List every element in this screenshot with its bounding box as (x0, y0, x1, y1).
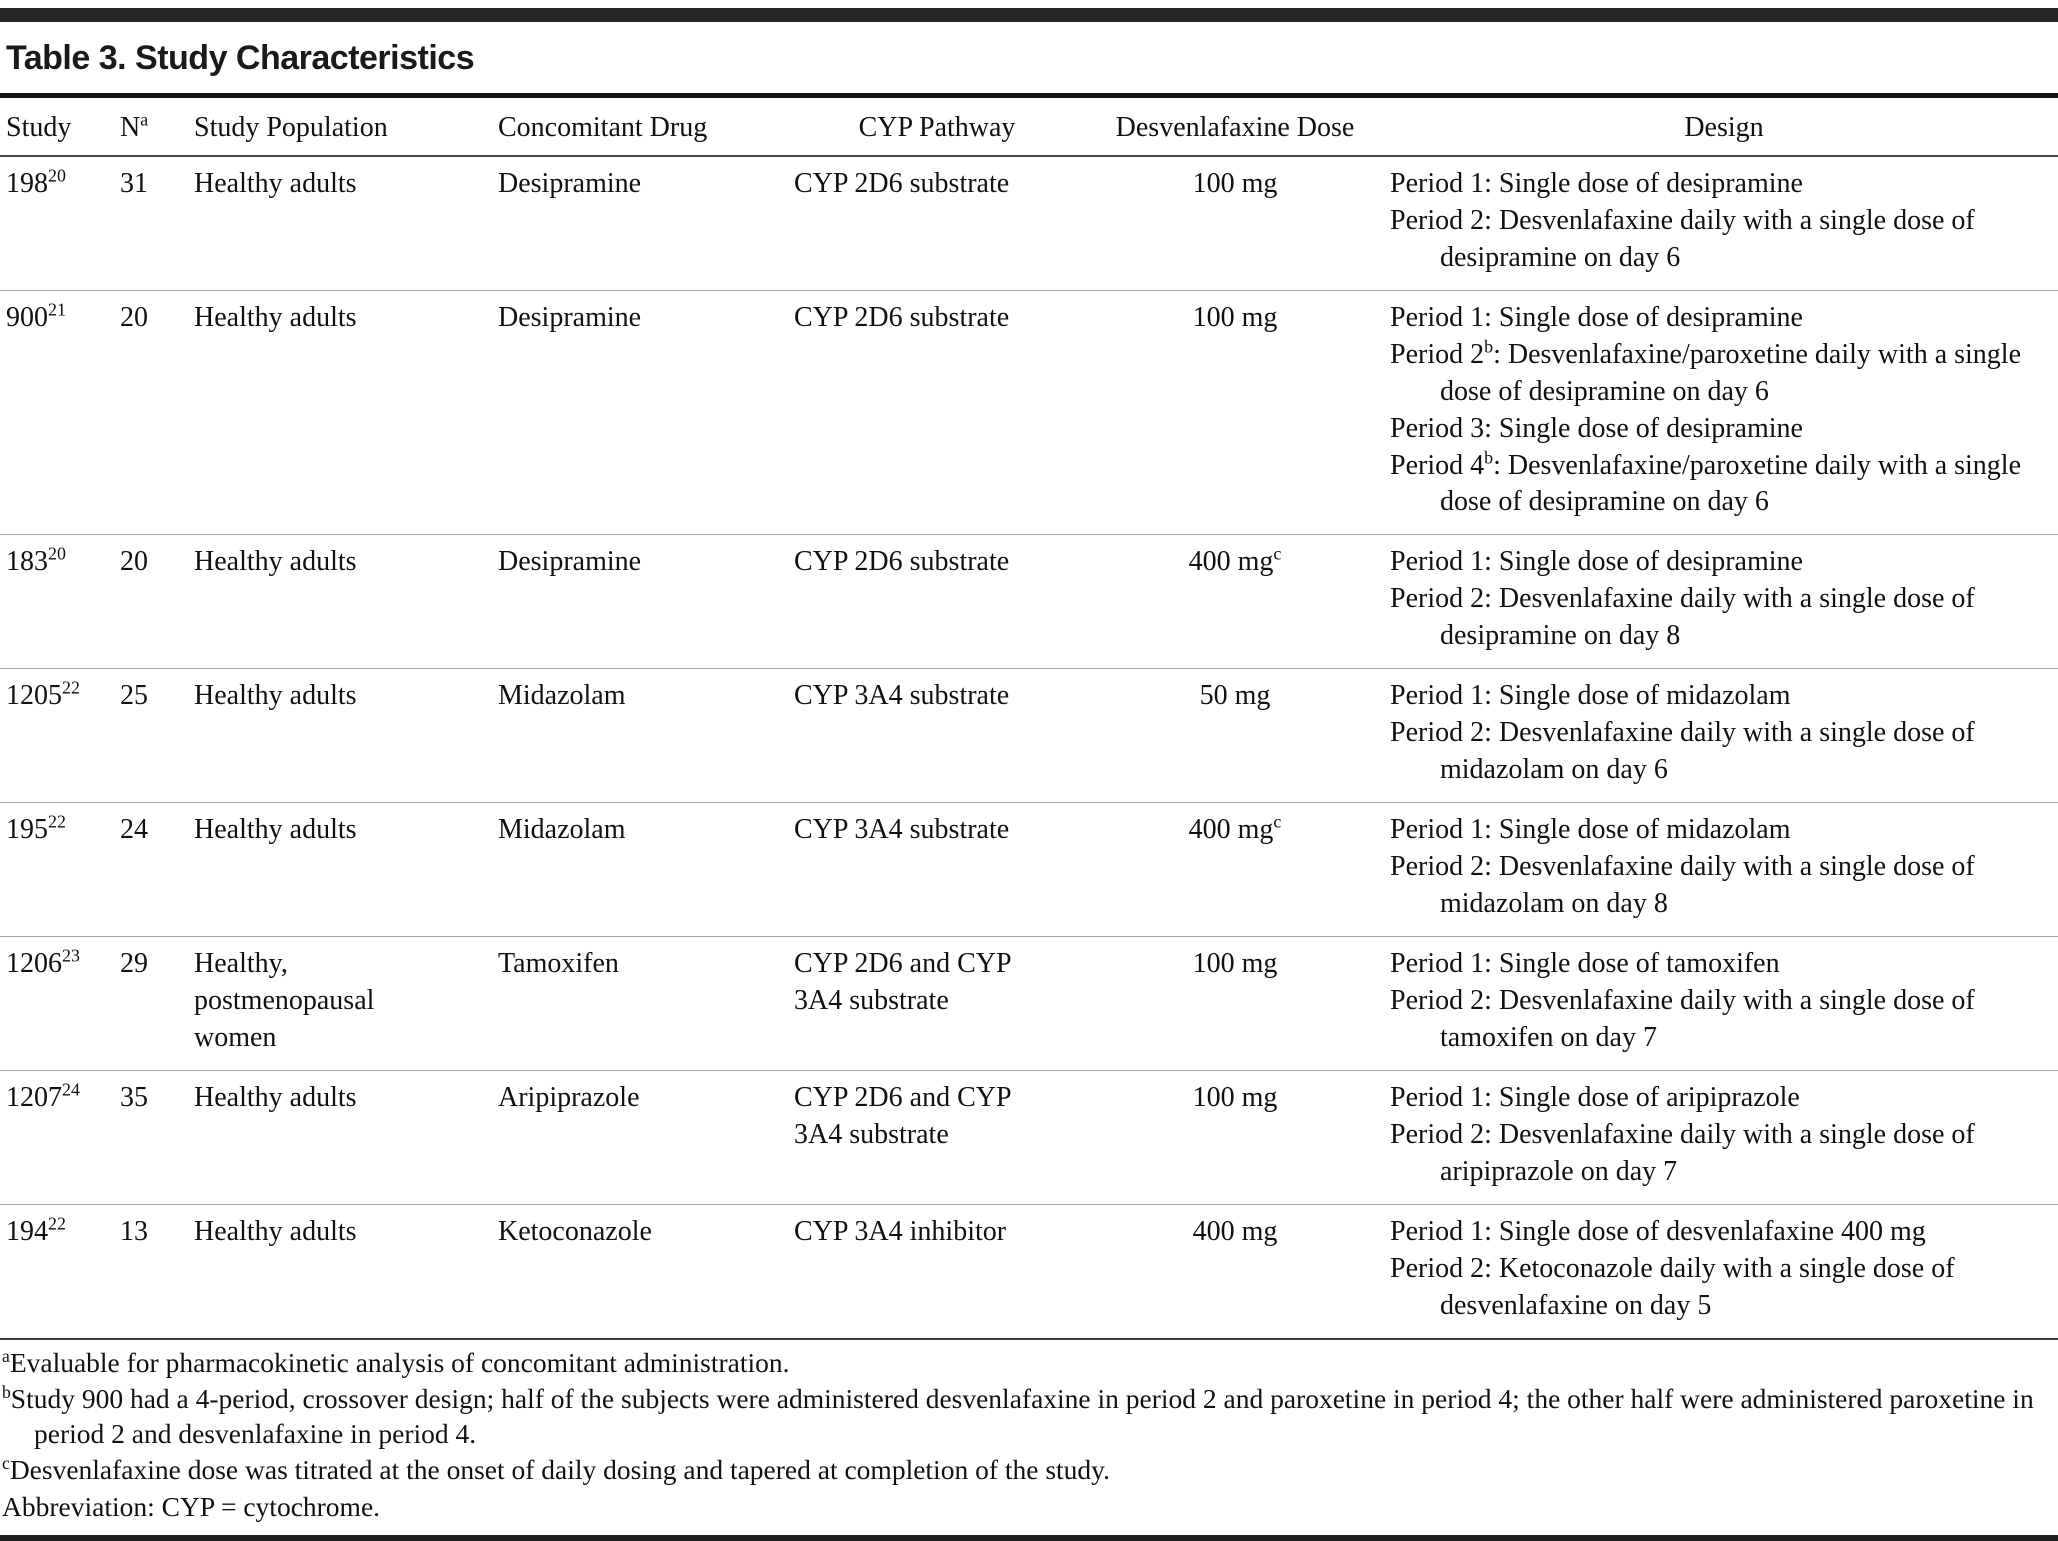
design-line: Period 1: Single dose of desipramine (1390, 546, 1803, 578)
table-row (0, 1070, 2058, 1204)
column-header-study: Study (0, 98, 120, 156)
table-row (0, 936, 2058, 1070)
table-row (0, 669, 2058, 803)
design-line: Period 1: Single dose of desipramine (1390, 167, 1803, 199)
cell-cyp: CYP 3A4 substrate (794, 803, 1080, 937)
cell-study: $900^{21}$ (0, 290, 120, 535)
footnote: $^a$Evaluable for pharmacokinetic analysis of concomitant administration. (2, 1345, 790, 1378)
cell-cyp: CYP 2D6 substrate (794, 167, 1010, 199)
cell-dose: 100 mg (1080, 936, 1390, 1070)
design-line: Period 2: Desvenlafaxine daily with a single dose of desipramine on day 8 (1390, 583, 1975, 652)
design-line: Period 1: Single dose of midazolam (1390, 680, 1791, 712)
cell-design (1390, 803, 2058, 937)
cell-n: 13 (120, 1204, 194, 1338)
cell-cyp: CYP 2D6 and CYP 3A4 substrate (794, 1070, 1080, 1204)
cell-population: Healthy, postmenopausal women (194, 936, 498, 1070)
footnotes (0, 1346, 2058, 1525)
cell-drug: Desipramine (498, 167, 642, 199)
cell-n: 35 (120, 1070, 194, 1204)
cell-n: 20 (120, 535, 194, 669)
cell-drug: Desipramine (498, 290, 794, 535)
cell-population: Healthy adults (194, 669, 498, 803)
design-line: Period 4$^b$: Desvenlafaxine/paroxetine daily with a single dose of desipramine on day 6 (1390, 447, 2022, 518)
design-line: Period 1: Single dose of aripiprazole (1390, 1081, 1800, 1113)
design-line: Period 2: Desvenlafaxine daily with a single dose of midazolam on day 6 (1390, 717, 1975, 786)
column-header-population: Study Population (194, 98, 498, 156)
top-rule (0, 8, 2058, 22)
design-line: Period 2: Desvenlafaxine daily with a single dose of desipramine on day 6 (1390, 204, 1975, 273)
cell-dose: 100 mg (1080, 290, 1390, 535)
cell-cyp: CYP 2D6 and CYP 3A4 substrate (794, 936, 1080, 1070)
column-header-n: $N^a$ (120, 98, 194, 156)
paper-table-figure (0, 8, 2058, 1541)
design-line: Period 2: Desvenlafaxine daily with a single dose of midazolam on day 8 (1390, 851, 1975, 920)
table-row (0, 535, 2058, 669)
footnote: $^c$Desvenlafaxine dose was titrated at the onset of daily dosing and tapered at completion of the study. (2, 1453, 1111, 1486)
cell-study: $195^{22}$ (0, 803, 120, 937)
column-header-dose: Desvenlafaxine Dose (1080, 98, 1390, 156)
footnote: Abbreviation: CYP = cytochrome. (2, 1491, 381, 1523)
table-row (0, 803, 2058, 937)
cell-population: Healthy adults (194, 1204, 498, 1338)
cell-n: 29 (120, 936, 194, 1070)
cell-dose: 400 mg (1080, 1204, 1390, 1338)
cell-design (1390, 936, 2058, 1070)
cell-dose: 100 mg (1192, 167, 1278, 199)
design-line: Period 2: Desvenlafaxine daily with a single dose of aripiprazole on day 7 (1390, 1118, 1975, 1187)
cell-study: 1206$^{23}$ (0, 936, 120, 1070)
design-line: Period 1: Single dose of midazolam (1390, 814, 1791, 846)
cell-cyp: CYP 3A4 substrate (794, 669, 1080, 803)
cell-study: $194^{22}$ (0, 1204, 120, 1338)
study-characteristics-table (0, 98, 2058, 1340)
cell-population: Healthy adults (194, 803, 498, 937)
cell-drug: Aripiprazole (498, 1070, 794, 1204)
cell-drug: Midazolam (498, 803, 794, 937)
header-row (0, 98, 2058, 156)
column-header-cyp: CYP Pathway (794, 98, 1080, 156)
cell-study: $183^{20}$ (0, 535, 120, 669)
cell-dose: 400 $mg^c$ (1080, 535, 1390, 669)
cell-cyp: CYP 2D6 substrate (794, 290, 1080, 535)
cell-design (1390, 669, 2058, 803)
cell-drug: Midazolam (498, 669, 794, 803)
cell-dose: 50 mg (1080, 669, 1390, 803)
design-line: Period 2: Ketoconazole daily with a single dose of desvenlafaxine on day 5 (1390, 1252, 1955, 1321)
design-line: Period 3: Single dose of desipramine (1390, 412, 1803, 444)
table-body (0, 156, 2058, 1339)
design-line: Period 1: Single dose of desvenlafaxine 400 mg (1390, 1215, 1926, 1247)
cell-drug: Desipramine (498, 535, 794, 669)
cell-design (1390, 156, 2058, 290)
design-line: Period 2: Desvenlafaxine daily with a single dose of tamoxifen on day 7 (1390, 984, 1975, 1053)
cell-study: $198^{20}$ (6, 165, 66, 199)
cell-study: 1207$^{24}$ (0, 1070, 120, 1204)
bottom-rule (0, 1535, 2058, 1541)
design-line: Period 2$^b$: Desvenlafaxine/paroxetine daily with a single dose of desipramine on day 6 (1390, 336, 2022, 407)
cell-population: Healthy adults (194, 535, 498, 669)
cell-n: 24 (120, 803, 194, 937)
cell-n: 31 (120, 167, 148, 199)
table-row (0, 290, 2058, 535)
cell-cyp: CYP 3A4 inhibitor (794, 1204, 1080, 1338)
cell-dose: 400 $mg^c$ (1080, 803, 1390, 937)
table-header (0, 98, 2058, 156)
design-line: Period 1: Single dose of desipramine (1390, 301, 1803, 333)
cell-n: 25 (120, 669, 194, 803)
table-row (0, 156, 2058, 290)
footnote: $^b$Study 900 had a 4-period, crossover design; half of the subjects were administered desvenlafaxine in period 2 and paroxetine in period 4; the other half were administered paroxetine in period 2 and desvenlafaxine in period 4. (2, 1382, 2034, 1449)
cell-population: Healthy adults (194, 1070, 498, 1204)
design-line: Period 1: Single dose of tamoxifen (1390, 947, 1780, 979)
cell-dose: 100 mg (1080, 1070, 1390, 1204)
cell-drug: Tamoxifen (498, 936, 794, 1070)
cell-design (1390, 1070, 2058, 1204)
cell-design (1390, 535, 2058, 669)
column-header-design: Design (1390, 98, 2058, 156)
cell-population: Healthy adults (194, 167, 357, 199)
table-title: Table 3. Study Characteristics (6, 39, 475, 77)
cell-design (1390, 1204, 2058, 1338)
cell-drug: Ketoconazole (498, 1204, 794, 1338)
column-header-drug: Concomitant Drug (498, 98, 794, 156)
cell-population: Healthy adults (194, 290, 498, 535)
table-row (0, 1204, 2058, 1338)
cell-n: 20 (120, 290, 194, 535)
cell-study: 1205$^{22}$ (0, 669, 120, 803)
cell-design (1390, 290, 2058, 535)
cell-cyp: CYP 2D6 substrate (794, 535, 1080, 669)
